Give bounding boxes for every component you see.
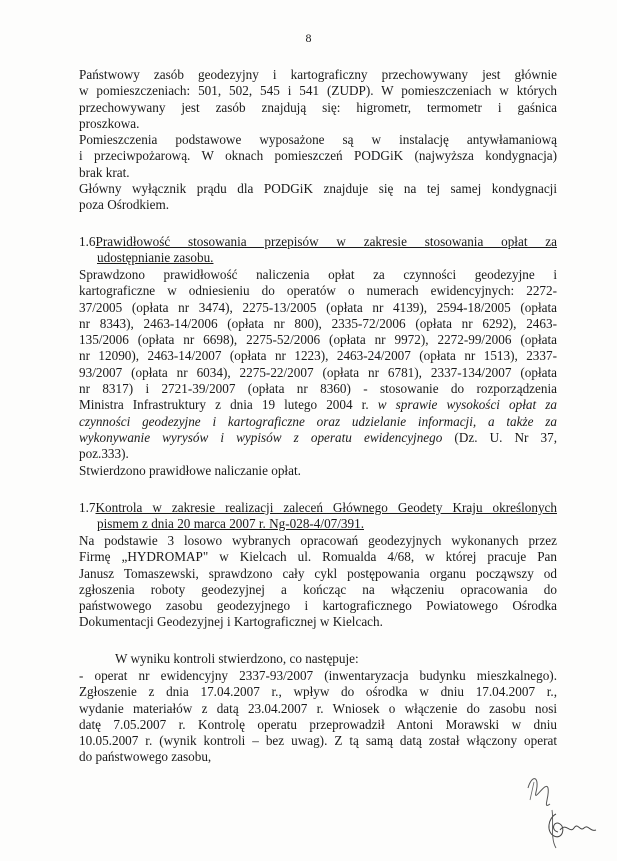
text-line: - operat nr ewidencyjny 2337-93/2007 (inwentaryzacja budynku mieszkalnego). bbox=[79, 668, 557, 683]
section-title: Prawidłowość stosowania przepisów w zakresie stosowania opłat za bbox=[95, 234, 557, 249]
section-number: 1.7 bbox=[79, 500, 96, 515]
section-number: 1.6 bbox=[79, 234, 96, 249]
text-line: Państwowy zasób geodezyjny i kartograficzny przechowywany jest głównie bbox=[79, 67, 557, 82]
section-title-cont: pismem z dnia 20 marca 2007 r. Ng-028-4/07/391. bbox=[97, 516, 364, 532]
text-line: Zgłoszenie z dnia 17.04.2007 r., wpływ do ośrodka w dniu 17.04.2007 r., bbox=[79, 684, 557, 700]
text-line: przechowywany jest zasób znajdują się: higrometr, termometr i gaśnica bbox=[79, 99, 557, 115]
section-title-cont: udostępnianie zasobu. bbox=[97, 250, 214, 266]
heading-line bbox=[79, 250, 557, 266]
paragraph-operat-details bbox=[79, 668, 557, 766]
paragraph-fees-conclusion bbox=[79, 463, 557, 479]
regulation-title: w sprawie wysokości opłat za bbox=[377, 397, 557, 413]
heading-line bbox=[79, 516, 557, 532]
paragraph-main-switch bbox=[79, 181, 557, 214]
heading-line bbox=[79, 500, 557, 516]
text-line: Główny wyłącznik prądu dla PODGiK znajduje się na tej samej kondygnacji bbox=[79, 181, 557, 196]
text-line: nr 12090), 2463-14/2007 (opłata nr 1223), 2463-24/2007 (opłata nr 1513), 2337- bbox=[79, 348, 557, 364]
text-line: brak krat. bbox=[79, 164, 130, 180]
regulation-title: czynności geodezyjne i kartograficzne oraz udzielanie informacji, a także za bbox=[79, 413, 557, 429]
text-line: 10.05.2007 r. (wynik kontroli – bez uwag). Z tą samą datą został włączony operat bbox=[79, 733, 557, 749]
text-line: proszkowa. bbox=[79, 115, 140, 131]
text-line: poz.333). bbox=[79, 446, 129, 462]
text-line: Dokumentacji Geodezyjnej i Kartograficznej w Kielcach. bbox=[79, 614, 383, 630]
regulation-citation: (Dz. U. Nr 37, bbox=[442, 429, 557, 445]
text-line: nr 8343), 2463-14/2006 (opłata nr 800), 2335-72/2006 (opłata nr 6292), 2463- bbox=[79, 315, 557, 331]
text-line bbox=[79, 397, 557, 413]
regulation-title: wykonywanie wyrysów i wypisów z operatu ewidencyjnego bbox=[79, 429, 443, 445]
regulation-text: Ministra Infrastruktury z dnia 19 lutego 2004 r. bbox=[79, 397, 378, 413]
text-line: państwowego zasobu geodezyjnego i kartograficznego Powiatowego Ośrodka bbox=[79, 598, 557, 614]
text-line: 93/2007 (opłata nr 6034), 2275-22/2007 (opłata nr 6781), 2337-134/2007 (opłata bbox=[79, 364, 557, 380]
text-line: Na podstawie 3 losowo wybranych opracowań geodezyjnych wykonanych przez bbox=[79, 533, 557, 548]
text-line: Stwierdzono prawidłowe naliczanie opłat. bbox=[79, 463, 301, 478]
handwritten-signature bbox=[520, 770, 600, 850]
text-line bbox=[79, 414, 557, 430]
text-line: kartograficzne w odniesieniu do operatów o numerach ewidencyjnych: 2272- bbox=[79, 283, 557, 299]
text-line: poza Ośrodkiem. bbox=[79, 197, 170, 213]
text-line: nr 8317) i 2721-39/2007 (opłata nr 8360) - stosowanie do rozporządzenia bbox=[79, 381, 557, 397]
text-line: do państwowego zasobu, bbox=[79, 749, 212, 765]
paragraph-fees-check bbox=[79, 267, 557, 463]
paragraph-audit-scope bbox=[79, 533, 557, 631]
text-line: Janusz Tomaszewski, sprawdzono cały cykl postępowania organu począwszy od bbox=[79, 565, 557, 581]
page-number: 8 bbox=[305, 31, 312, 45]
heading-line bbox=[79, 234, 557, 250]
section-heading-1-6 bbox=[79, 234, 557, 267]
text-line bbox=[79, 430, 557, 446]
text-line: 135/2006 (opłata nr 6698), 2275-52/2006 (opłata nr 9972), 2272-99/2006 (opłata bbox=[79, 332, 557, 348]
text-line: i przeciwpożarową. W oknach pomieszczeń PODGiK (najwyższa kondygnacja) bbox=[79, 148, 557, 164]
text-line: w pomieszczeniach: 501, 502, 545 i 541 (ZUDP). W pomieszczeniach w których bbox=[79, 83, 557, 99]
paragraph-audit-findings-intro bbox=[79, 651, 557, 667]
text-line: 37/2005 (opłata nr 3474), 2275-13/2005 (opłata nr 4139), 2594-18/2005 (opłata bbox=[79, 299, 557, 315]
text-line: Pomieszczenia podstawowe wyposażone są w instalację antywłamaniową bbox=[79, 132, 557, 147]
text-line: W wyniku kontroli stwierdzono, co następuje: bbox=[115, 651, 359, 666]
text-line: Sprawdzono prawidłowość naliczenia opłat za czynności geodezyjne i bbox=[79, 267, 557, 282]
text-line: zgłoszenia roboty geodezyjnej a kończąc na włączeniu opracowania do bbox=[79, 581, 557, 597]
section-title: Kontrola w zakresie realizacji zaleceń Głównego Geodety Kraju określonych bbox=[95, 500, 557, 515]
text-line: wydanie materiałów z datą 23.04.2007 r. Wniosek o włączenie do zasobu nosi bbox=[79, 700, 557, 716]
section-heading-1-7 bbox=[79, 500, 557, 533]
paragraph-archive-storage bbox=[79, 67, 557, 132]
paragraph-premises-equipment bbox=[79, 132, 557, 181]
text-line: datę 7.05.2007 r. Kontrolę operatu przeprowadził Antoni Morawski w dniu bbox=[79, 716, 557, 732]
text-line: Firmę „HYDROMAP" w Kielcach ul. Romualda 4/68, w której pracuje Pan bbox=[79, 549, 557, 565]
